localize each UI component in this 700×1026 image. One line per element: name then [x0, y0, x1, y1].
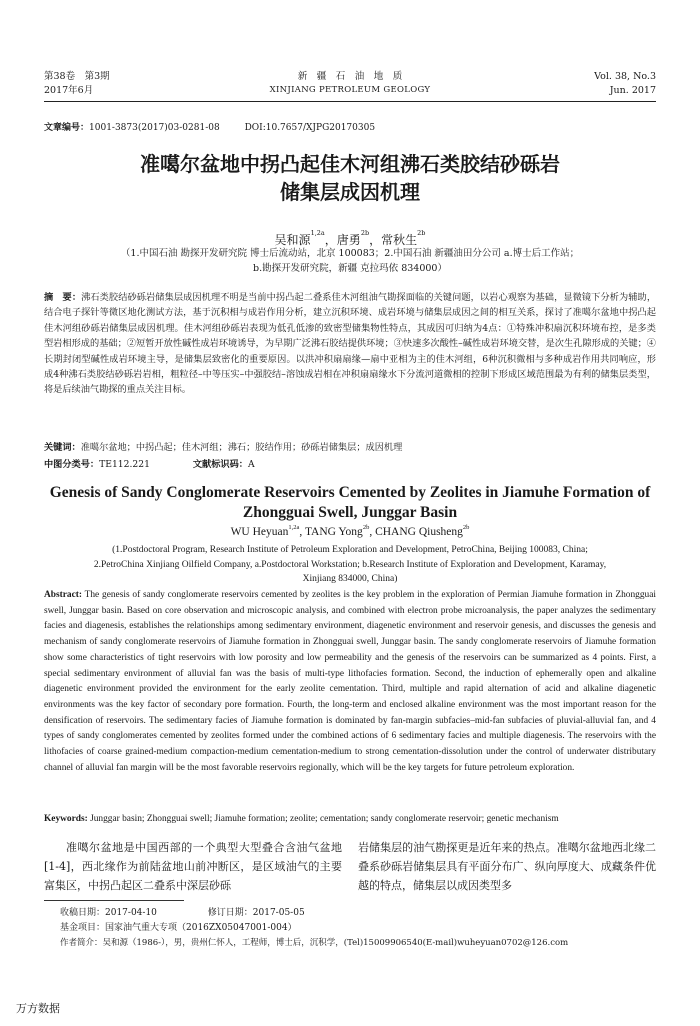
- body-column-left: 准噶尔盆地是中国西部的一个典型大型叠合含油气盆地[1-4]，西北缘作为前陆盆地山前冲断区，是区域油气的主要富集区，中拐凸起区二叠系中深层砂砾: [44, 841, 342, 892]
- article-no-label: 文章编号：: [44, 123, 90, 133]
- footnote-author: 作者简介：吴和源（1986-），男，贵州仁怀人，工程师，博士后，沉积学，(Tel)15009906540(E-mail)wuheyuan0702@126.com: [60, 938, 569, 948]
- affiliation-cn-line2: b.勘探开发研究院，新疆 克拉玛依 834000）: [253, 263, 447, 274]
- keywords-cn: [44, 439, 656, 453]
- abstract-en-label: Abstract:: [44, 590, 83, 600]
- received-date: 收稿日期：2017-04-10: [60, 908, 157, 918]
- title-en: [30, 483, 670, 523]
- keywords-cn-label: 关键词：: [44, 442, 81, 453]
- keywords-en-label: Keywords:: [44, 814, 88, 824]
- author-en-3: CHANG Qiusheng: [375, 526, 463, 538]
- article-no: 1001-3873(2017)03-0281-08: [89, 123, 220, 133]
- affiliation-en: [40, 543, 660, 587]
- affiliation-en-line2: 2.PetroChina Xinjiang Oilfield Company, a.Postdoctoral Workstation; b.Research Institute of Exploration and Development, Karamay,: [93, 559, 607, 570]
- header-rule: [44, 101, 656, 102]
- author-en-3-sup: 2b: [462, 524, 470, 531]
- abstract-cn-text: 沸石类胶结砂砾岩储集层成因机理不明是当前中拐凸起二叠系佳木河组油气勘探面临的关键问题，以岩心观察为基础，显微镜下分析为辅助，结合电子探针等微区地化测试方法，基于沉积相与成岩作用分析，建立沉积环境、成岩环境与储集层成因之间的相互关系，探讨了准噶尔盆地中拐凸起佳木河组砂砾岩储集层成因机理。佳木河组砂砾岩表现为低孔低渗的致密型储集物性特点，其成因可归纳为4点：①特殊冲积扇沉积环境布控，是多类型岩相形成的基础；②短暂开放性碱性成岩环境诱导，为早期广泛沸石胶结提供环境；③快速多次酸性–碱性成岩环境交替，是次生孔隙形成的关键；④长期封闭型碱性成岩环境主导，是储集层致密化的重要原因。以洪冲积扇扇缘—扇中亚相为主的佳木河组，6种沉积微相与多种成岩作用共同响应，形成4种沸石类胶结砂砾岩岩相，粗粒径–中等压实–中强胶结–溶蚀成岩相在冲积扇扇缘水下分流河道微相的控制下形成区域范围最为有利的储集层类型，将是后续油气勘探的重点关注目标。: [44, 292, 657, 396]
- abstract-cn: [44, 290, 656, 398]
- author-cn-2-sup: 2b: [360, 229, 370, 237]
- header-journal-en: XINJIANG PETROLEUM GEOLOGY: [269, 85, 431, 95]
- revised-date: 修订日期：2017-05-05: [207, 908, 305, 918]
- body-column-right: 岩储集层的油气勘探更是近年来的热点。准噶尔盆地西北缘二叠系砂砾岩储集层具有平面分布广、纵向厚度大、成藏条件优越的特点，储集层以成因类型多: [358, 841, 656, 892]
- header-date-en: Jun. 2017: [609, 85, 656, 96]
- author-en-1: WU Heyuan: [230, 526, 289, 538]
- abstract-en: [44, 588, 656, 776]
- footnote-dates: [60, 906, 305, 921]
- watermark: 万方数据: [16, 1002, 60, 1015]
- doc-code: A: [248, 459, 255, 470]
- header-date-cn: 2017年6月: [44, 85, 94, 96]
- authors-cn: 吴和源$^{1,2a}$，唐勇$^{2b}$，常秋生$^{2b}$: [274, 229, 426, 247]
- header-volume-en: Vol. 38, No.3: [594, 71, 656, 82]
- classification-cn: [44, 456, 656, 470]
- title-en-line2: Zhongguai Swell, Junggar Basin: [242, 504, 458, 521]
- author-en-1-sup: 1,2a: [288, 524, 300, 531]
- title-en-line1: Genesis of Sandy Conglomerate Reservoirs Cemented by Zeolites in Jiamuhe Formation of: [49, 484, 651, 501]
- author-en-2: TANG Yong: [304, 526, 363, 538]
- keywords-en: [44, 814, 656, 824]
- keywords-cn-text: 准噶尔盆地；中拐凸起；佳木河组；沸石；胶结作用；砂砾岩储集层；成因机理: [80, 442, 403, 453]
- title-cn-line1: 准噶尔盆地中拐凸起佳木河组沸石类胶结砂砾岩: [140, 152, 560, 176]
- author-en-2-sup: 2b: [362, 524, 370, 531]
- author-cn-1: 吴和源: [274, 233, 311, 247]
- header-journal-cn: 新 疆 石 油 地 质: [297, 71, 403, 82]
- keywords-en-text: Junggar basin; Zhongguai swell; Jiamuhe formation; zeolite; cementation; sandy conglomerate reservoir; genetic mechanism: [90, 814, 559, 824]
- authors-en: WU Heyuan$^{1,2a}$, TANG Yong$^{2b}$, CHANG Qiusheng$^{2b}$: [230, 524, 470, 538]
- clc-code: TE112.221: [99, 459, 150, 470]
- clc-label: 中图分类号：: [44, 459, 100, 470]
- author-cn-3: 常秋生: [381, 233, 418, 247]
- article-meta: [44, 120, 375, 133]
- title-cn-line2: 储集层成因机理: [280, 180, 420, 204]
- author-cn-3-sup: 2b: [417, 229, 426, 237]
- author-cn-1-sup: 1,2a: [310, 229, 325, 237]
- abstract-en-text: The genesis of sandy conglomerate reservoirs cemented by zeolites is the key problem in the exploration of Permian Jiamuhe formation in Zhongguai swell, Junggar basin. Based on core observation and microscopic analysis, and combined with electron probe microanalysis, the paper analyzes the sedimentary facies and diagenesis, establishes the relationships among sedimentary environment, diagenetic environment and reservoir genesis, and discusses the genesis and mechanism of sandy conglomerate reservoirs of Jiamuhe formation in Zhongguai swell, Junggar basin. The sandy conglomerate reservoirs of Jiamuhe formation show some characteristics of tight reservoirs with low porosity and low permeability and the genesis of the reservoirs can be summarized as 4 points. First, a special sedimentary environment of alluvial fan was the basis of multi-type lithofacies formation. Second, the induction of ephemerally open and alkaline diagenetic environment provided the environment for the early zeolite cementation. Third, multiple and rapid alternation of acid and alkaline diagenetic environments was the key factor of secondary pore formation. Fourth, the long-term and enclosed alkaline environment was the most important reason for the densification of reservoirs. The sedimentary facies of Jiamuhe formation is dominated by fan-margin subfacies–mid-fan subfacies of pluvial-alluvial fan, and 4 types of sandy conglomerates cemented by zeolites formed under the combined actions of 6 sedimentary facies and multiple diagenesis. The reservoirs with the lithofacies of coarse grained-medium compaction-medium cementation-medium to strong cementation-dissolution under the control of underwater distributary channel of alluvial fan margin will be the most favorable reservoirs regionally, which will be the key targets for future petroleum exploration.: [44, 590, 656, 773]
- affiliation-en-line1: (1.Postdoctoral Program, Research Institute of Petroleum Exploration and Development, PetroChina, Beijing 100083, China;: [112, 545, 588, 555]
- abstract-cn-label: 摘 要：: [44, 292, 82, 303]
- footnote-funding: 基金项目：国家油气重大专项（2016ZX05047001-004）: [60, 923, 297, 933]
- doc-code-label: 文献标识码：: [192, 459, 248, 470]
- affiliation-cn-line1: （1.中国石油 勘探开发研究院 博士后流动站，北京 100083；2.中国石油 新疆油田分公司 a.博士后工作站；: [120, 248, 580, 259]
- author-cn-2: 唐勇: [336, 233, 361, 247]
- affiliation-cn: [40, 246, 660, 276]
- affiliation-en-line3: Xinjiang 834000, China): [302, 574, 398, 584]
- header-volume-cn: 第38卷 第3期: [44, 71, 110, 82]
- doi: DOI:10.7657/XJPG20170305: [244, 123, 376, 133]
- footnote-rule: [44, 900, 184, 901]
